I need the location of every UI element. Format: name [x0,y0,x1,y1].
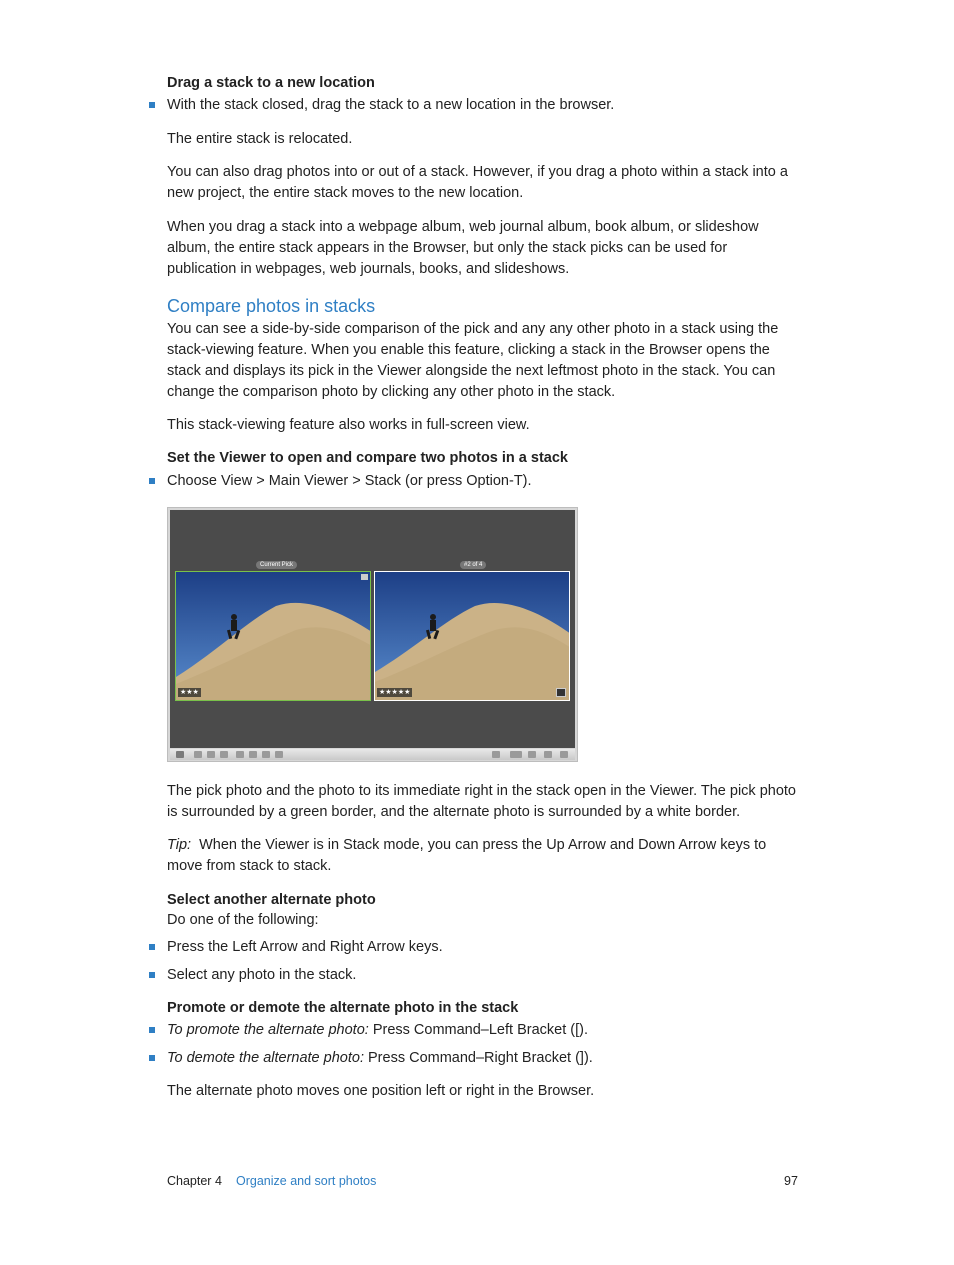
tool-icon[interactable] [236,751,244,758]
viewer-area [170,510,575,748]
bullet-icon [149,102,155,108]
tool-icon[interactable] [220,751,228,758]
list-item-text: With the stack closed, drag the stack to a new location in the browser. [167,97,615,113]
eye-icon[interactable] [262,751,270,758]
list-item-detail: Press Command–Left Bracket ([). [372,1022,588,1038]
list-item-text: Select any photo in the stack. [167,967,357,983]
paragraph: You can see a side-by-side comparison of the pick and any any other photo in a stack using the stack-viewing feature. When you enable this feature, clicking a stack in the Browser opens the stack and displays its pick in the Viewer alongside the next leftmost photo in the stack. You can change the comparison photo by clicking any other photo in the stack. [167,321,779,400]
view-icon[interactable] [544,751,552,758]
alternate-photo [374,571,570,701]
list-item-text: Press the Left Arrow and Right Arrow keys. [167,939,443,955]
tool-icon[interactable] [207,751,215,758]
section-title: Compare photos in stacks [167,296,376,316]
brush-icon[interactable] [275,751,283,758]
paragraph: Do one of the following: [167,912,319,928]
select-tool-icon[interactable] [176,751,184,758]
dune-image [176,572,371,701]
list-item-label: To promote the alternate photo: [167,1022,369,1038]
badge-icon [556,688,566,697]
paragraph: The pick photo and the photo to its immediate right in the stack open in the Viewer. The pick photo is surrounded by a green border, and the alternate photo is surrounded by a white border. [167,783,796,820]
bullet-icon [149,1055,155,1061]
paragraph: The alternate photo moves one position left or right in the Browser. [167,1083,595,1099]
tip-paragraph [167,835,799,877]
page-number: 97 [784,1174,798,1188]
paragraph: When you drag a stack into a webpage album, web journal album, book album, or slideshow album, the entire stack appears in the Browser, but only the stack picks can be used for publication in webpages, web journals, books, and slideshows. [167,219,759,277]
footer-chapter: Chapter 4 [167,1174,222,1188]
bullet-icon [149,478,155,484]
tool-icon[interactable] [194,751,202,758]
rating-stars: ★★★★★ [379,689,411,696]
view-icon[interactable] [560,751,568,758]
view-icon[interactable] [492,751,500,758]
paragraph: You can also drag photos into or out of a stack. However, if you drag a photo within a stack into a new project, the entire stack moves to the new location. [167,164,788,201]
bullet-icon [149,972,155,978]
list-item-text [167,1048,593,1069]
footer-chapter-link[interactable]: Organize and sort photos [236,1174,377,1188]
rating-stars: ★★★ [180,689,199,696]
crop-icon[interactable] [249,751,257,758]
list-item-detail: Press Command–Right Bracket (]). [368,1050,593,1066]
bullet-icon [149,1027,155,1033]
task-heading: Set the Viewer to open and compare two photos in a stack [167,450,568,466]
pick-photo [175,571,371,701]
task-heading: Select another alternate photo [167,892,376,908]
alternate-label: #2 of 4 [460,561,486,569]
paragraph: This stack-viewing feature also works in full-screen view. [167,417,530,433]
stack-viewer-screenshot [167,507,578,762]
drag-stack-heading: Drag a stack to a new location [167,75,375,91]
tip-text: When the Viewer is in Stack mode, you can press the Up Arrow and Down Arrow keys to move from stack to stack. [167,837,767,874]
list-item-text: Choose View > Main Viewer > Stack (or press Option-T). [167,473,532,489]
flag-icon [361,574,368,580]
list-item-text [167,1020,588,1041]
view-icon[interactable] [528,751,536,758]
current-pick-label: Current Pick [256,561,297,569]
bullet-icon [149,944,155,950]
tip-label: Tip: [167,837,192,853]
list-item-label: To demote the alternate photo: [167,1050,364,1066]
view-icon[interactable] [510,751,522,758]
paragraph: The entire stack is relocated. [167,131,353,147]
dune-image [375,572,570,701]
task-heading: Promote or demote the alternate photo in the stack [167,1000,519,1016]
viewer-toolbar [170,749,575,760]
